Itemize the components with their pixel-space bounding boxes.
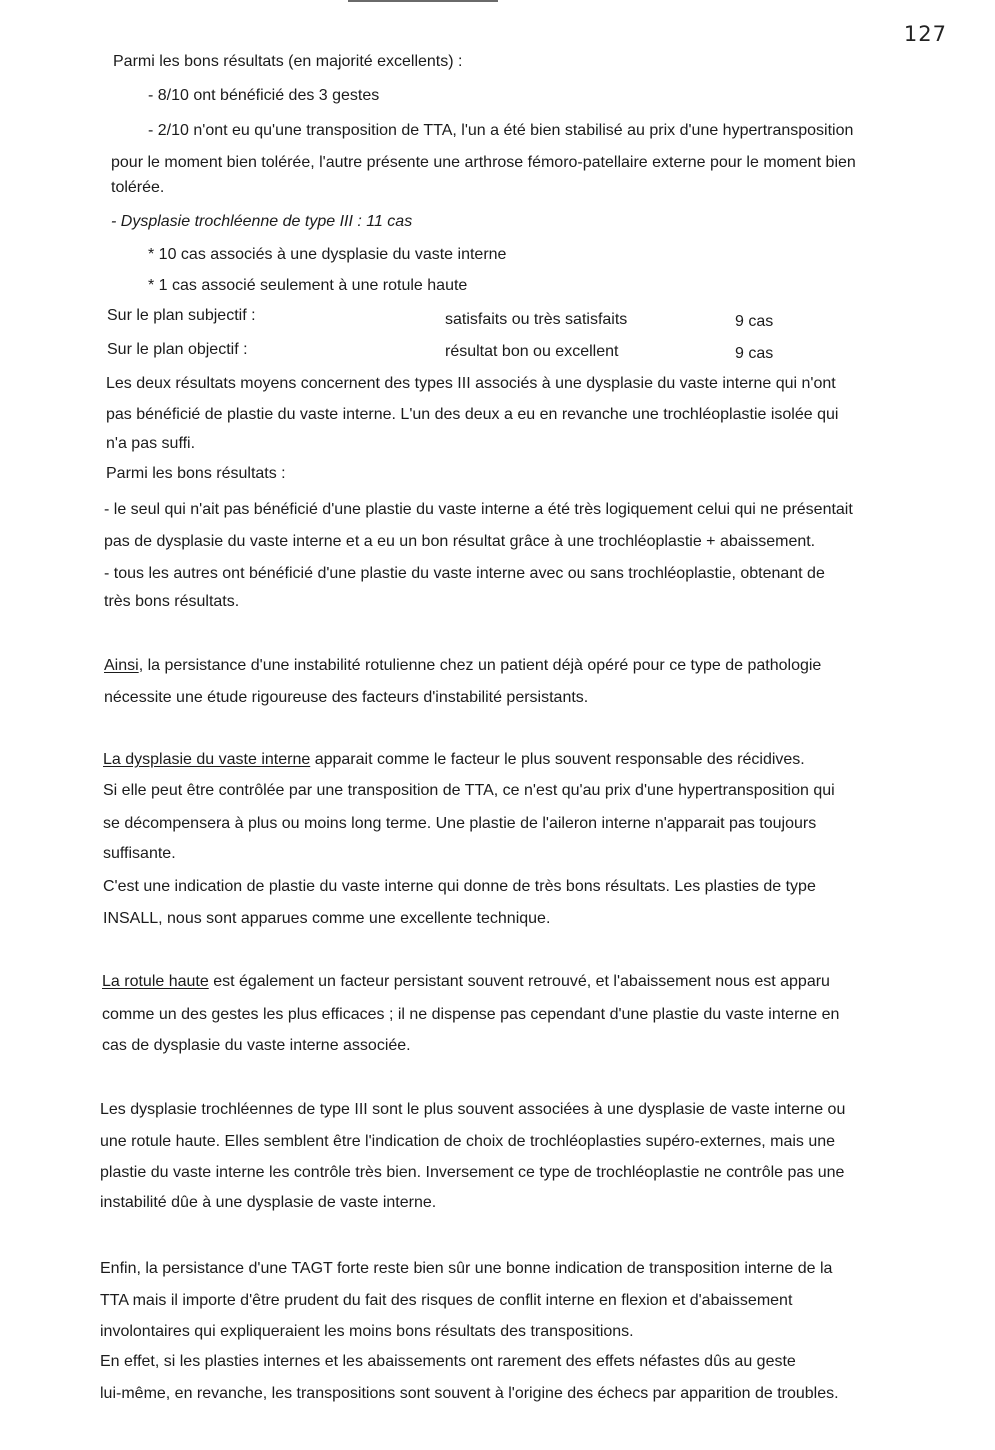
text-line: instabilité dûe à une dysplasie de vaste interne. [100,1194,437,1211]
text-line: Si elle peut être contrôlée par une transposition de TTA, ce n'est qu'au prix d'une hypertransposition qui [103,782,835,799]
results-row-label: Sur le plan objectif : [107,341,248,358]
text-line: - le seul qui n'ait pas bénéficié d'une plastie du vaste interne a été très logiquement celui qui ne présentait [104,501,853,518]
section-heading: - Dysplasie trochléenne de type III : 11 cas [111,213,413,230]
text-line: suffisante. [103,845,176,862]
results-row-outcome: résultat bon ou excellent [445,343,619,360]
text-line: En effet, si les plasties internes et les abaissements ont rarement des effets néfastes dûs au geste [100,1353,796,1370]
text-run: est également un facteur persistant souvent retrouvé, et l'abaissement nous est apparu [208,973,830,990]
text-run: apparait comme le facteur le plus souvent responsable des récidives. [310,751,805,768]
text-line: une rotule haute. Elles semblent être l'indication de choix de trochléoplasties supéro-externes, mais une [100,1133,836,1150]
results-row-outcome: satisfaits ou très satisfaits [445,311,628,328]
text-line: Parmi les bons résultats (en majorité excellents) : [113,53,463,70]
text-line: n'a pas suffi. [106,435,196,452]
page-number: 127 [903,22,947,46]
text-line: lui-même, en revanche, les transpositions sont souvent à l'origine des échecs par apparition de troubles. [100,1385,839,1402]
text-line: Les deux résultats moyens concernent des types III associés à une dysplasie du vaste interne qui n'ont [106,375,836,392]
text-line: cas de dysplasie du vaste interne associée. [102,1037,411,1054]
text-line: plastie du vaste interne les contrôle très bien. Inversement ce type de trochléoplastie ne contrôle pas une [100,1164,845,1181]
text-line: pas bénéficié de plastie du vaste interne. L'un des deux a eu en revanche une trochléoplastie isolée qui [106,406,839,423]
results-row-label: Sur le plan subjectif : [107,307,256,324]
text-run: , la persistance d'une instabilité rotulienne chez un patient déjà opéré pour ce type de pathologie [138,657,822,674]
results-row-count: 9 cas [735,313,774,330]
text-line: Les dysplasie trochléennes de type III sont le plus souvent associées à une dysplasie de vaste interne ou [100,1101,846,1118]
text-line: involontaires qui expliqueraient les moins bons résultats des transpositions. [100,1323,634,1340]
text-line: nécessite une étude rigoureuse des facteurs d'instabilité persistants. [104,689,589,706]
paragraph-vaste-interne [103,750,805,770]
text-line: se décompensera à plus ou moins long terme. Une plastie de l'aileron interne n'apparait pas toujours [103,815,817,832]
text-line: - 8/10 ont bénéficié des 3 gestes [148,87,380,104]
list-item: * 1 cas associé seulement à une rotule haute [148,277,468,294]
scan-artifact-line [348,0,498,2]
text-line: comme un des gestes les plus efficaces ; il ne dispense pas cependant d'une plastie du vaste interne en [102,1006,840,1023]
list-item: * 10 cas associés à une dysplasie du vaste interne [148,246,507,263]
underlined-term: La dysplasie du vaste interne [103,751,311,768]
text-line: tolérée. [111,179,165,196]
text-line: Enfin, la persistance d'une TAGT forte reste bien sûr une bonne indication de transposition interne de la [100,1260,833,1277]
text-line: pas de dysplasie du vaste interne et a eu un bon résultat grâce à une trochléoplastie + abaissement. [104,533,816,550]
paragraph-rotule-haute [102,972,830,992]
text-line: très bons résultats. [104,593,240,610]
text-line: pour le moment bien tolérée, l'autre présente une arthrose fémoro-patellaire externe pour le moment bien [111,154,856,171]
text-line: TTA mais il importe d'être prudent du fait des risques de conflit interne en flexion et d'abaissement [100,1292,793,1309]
text-line: C'est une indication de plastie du vaste interne qui donne de très bons résultats. Les plasties de type [103,878,816,895]
underlined-term: La rotule haute [102,973,209,990]
text-line: INSALL, nous sont apparues comme une excellente technique. [103,910,551,927]
underlined-term: Ainsi [104,657,139,674]
text-line: - 2/10 n'ont eu qu'une transposition de TTA, l'un a été bien stabilisé au prix d'une hypertransposition [148,122,854,139]
paragraph-ainsi [104,656,821,676]
results-row-count: 9 cas [735,345,774,362]
text-line: - tous les autres ont bénéficié d'une plastie du vaste interne avec ou sans trochléoplastie, obtenant de [104,565,825,582]
text-line: Parmi les bons résultats : [106,465,286,482]
